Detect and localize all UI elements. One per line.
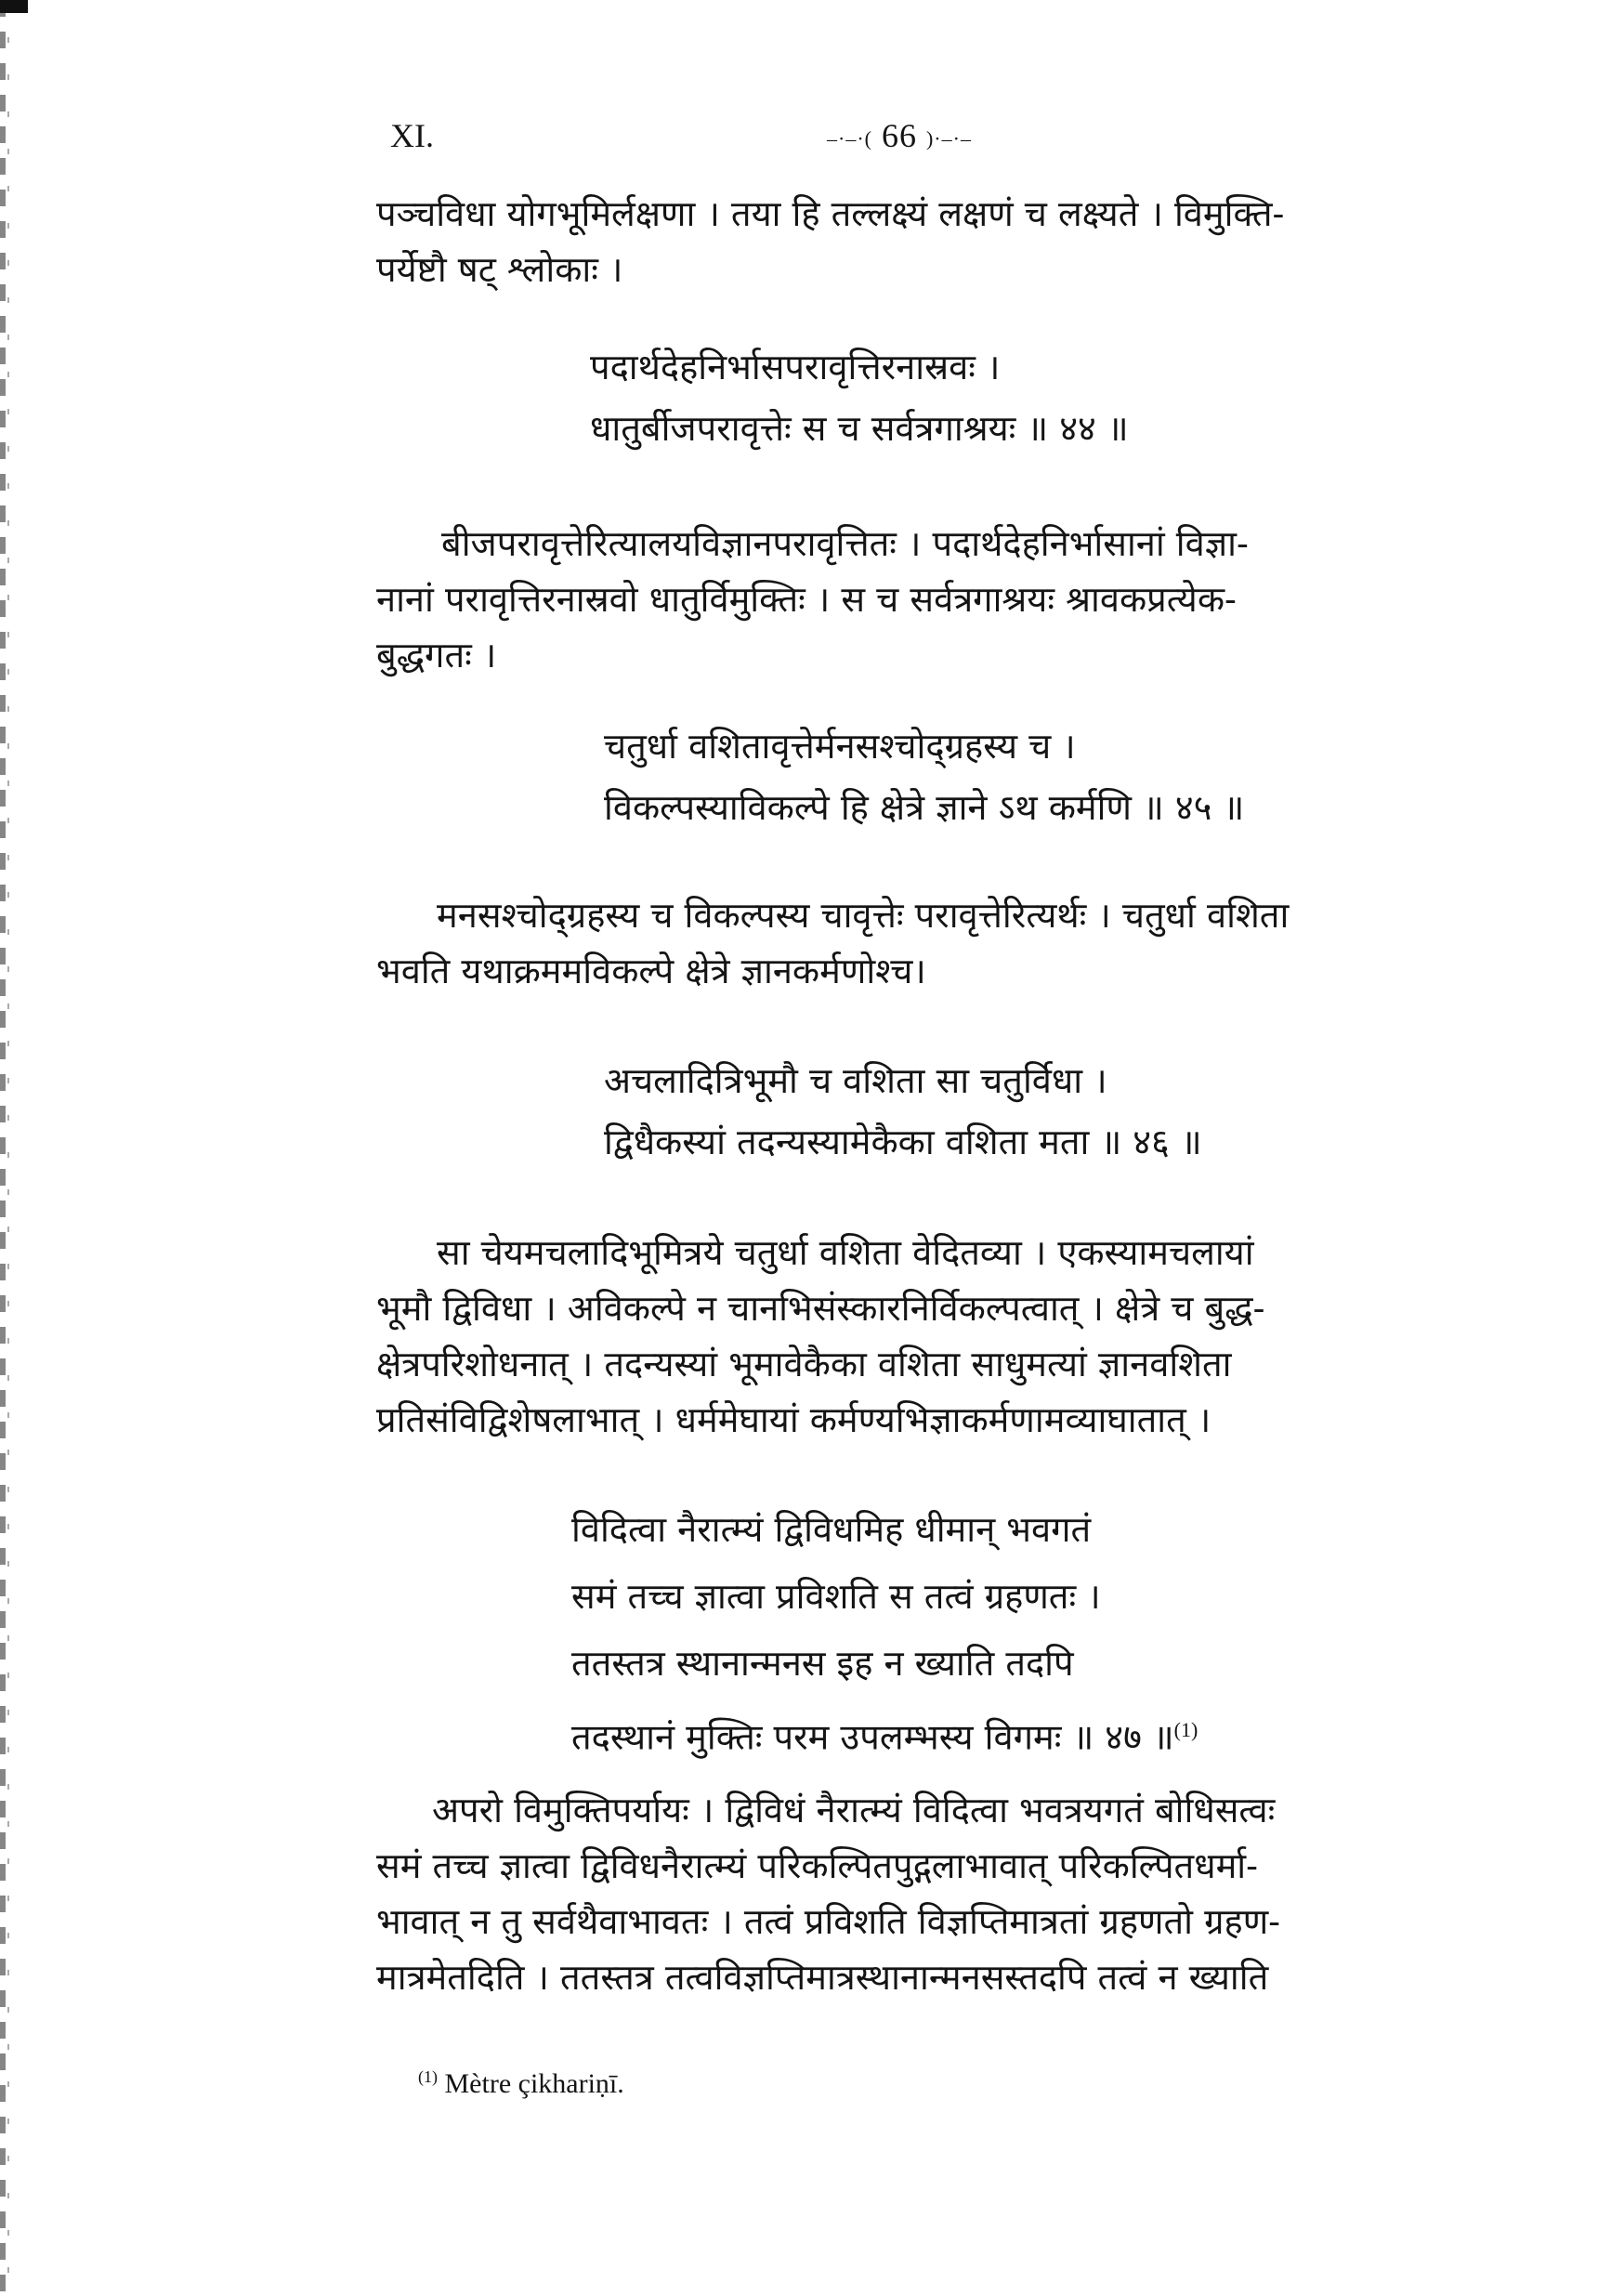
- verse-line: चतुर्धा वशितावृत्तेर्मनसश्चोद्ग्रहस्य च ।: [604, 726, 1076, 767]
- prose-paragraph: [376, 516, 1505, 683]
- text-line: प्रतिसंविद्विशेषलाभात् । धर्ममेघायां कर्मण्यभिज्ञाकर्मणामव्याघातात् ।: [376, 1399, 1211, 1440]
- chapter-number: XI.: [390, 117, 434, 154]
- ornament-right-icon: )·–·–: [925, 126, 972, 151]
- verse-line: समं तच्च ज्ञात्वा प्रविशति स तत्वं ग्रहणतः ।: [571, 1576, 1101, 1617]
- text-line: मनसश्चोद्ग्रहस्य च विकल्पस्य चावृत्तेः परावृत्तेरित्यर्थः । चतुर्धा वशिता: [437, 895, 1290, 936]
- text-line: भूमौ द्विविधा । अविकल्पे न चानभिसंस्कारनिर्विकल्पत्वात् । क्षेत्रे च बुद्ध-: [376, 1288, 1265, 1329]
- verse-46: [604, 1050, 1202, 1173]
- verse-45: [604, 715, 1244, 838]
- verse-line: अचलादित्रिभूमौ च वशिता सा चतुर्विधा ।: [604, 1060, 1107, 1101]
- verse-line: [571, 1697, 1198, 1771]
- text-line: समं तच्च ज्ञात्वा द्विविधनैरात्म्यं परिकल्पितपुद्गलाभावात् परिकल्पितधर्मा-: [376, 1845, 1258, 1886]
- verse-line: ततस्तत्र स्थानान्मनस इह न ख्याति तदपि: [571, 1643, 1074, 1684]
- binding-edge-marks: [7, 0, 9, 2296]
- text-line: सा चेयमचलादिभूमित्रये चतुर्धा वशिता वेदितव्या । एकस्यामचलायां: [437, 1232, 1254, 1273]
- prose-paragraph: [376, 186, 1505, 297]
- text-line: नानां परावृत्तिरनास्रवो धातुर्विमुक्तिः । स च सर्वत्रगाश्रयः श्रावकप्रत्येक-: [376, 579, 1237, 620]
- text-line: पञ्चविधा योगभूमिर्लक्षणा । तया हि तल्लक्ष्यं लक्षणं च लक्ष्यते । विमुक्ति-: [376, 193, 1285, 234]
- text-line: पर्येष्टौ षट् श्लोकाः ।: [376, 249, 623, 290]
- footnote-reference[interactable]: (1): [1173, 1718, 1198, 1741]
- verse-line-text: तदस्थानं मुक्तिः परम उपलम्भस्य विगमः ॥ ४७ ॥: [571, 1716, 1174, 1758]
- page-number-line: [827, 116, 972, 155]
- text-line: मात्रमेतदिति । ततस्तत्र तत्वविज्ञप्तिमात्रस्थानान्मनसस्तदपि तत्वं न ख्याति: [376, 1957, 1269, 1998]
- footnote-marker: (1): [418, 2067, 438, 2086]
- text-line: बुद्धगतः ।: [376, 635, 497, 676]
- verse-line: विदित्वा नैरात्म्यं द्विविधमिह धीमान् भवगतं: [571, 1509, 1092, 1550]
- binding-edge: [0, 0, 6, 2296]
- page-number: 66: [881, 117, 917, 154]
- verse-44: [590, 336, 1129, 459]
- verse-line: पदार्थदेहनिर्भासपरावृत्तिरनास्रवः ।: [590, 347, 1001, 387]
- corner-mark: [0, 0, 28, 13]
- verse-line: धातुर्बीजपरावृत्तेः स च सर्वत्रगाश्रयः ॥ ४४ ॥: [590, 408, 1129, 449]
- text-line: भावात् न तु सर्वथैवाभावतः । तत्वं प्रविशति विज्ञप्तिमात्रतां ग्रहणतो ग्रहण-: [376, 1901, 1281, 1942]
- page-header: [390, 116, 1505, 163]
- text-line: अपरो विमुक्तिपर्यायः । द्विविधं नैरात्म्यं विदित्वा भवत्रयगतं बोधिसत्वः: [432, 1790, 1276, 1830]
- verse-line: द्विधैकस्यां तदन्यस्यामेकैका वशिता मता ॥ ४६ ॥: [604, 1122, 1202, 1162]
- prose-paragraph: [376, 1225, 1505, 1448]
- ornament-left-icon: –·–·(: [827, 126, 872, 151]
- footnote: [418, 2067, 624, 2100]
- verse-47: [571, 1496, 1198, 1771]
- text-line: क्षेत्रपरिशोधनात् । तदन्यस्यां भूमावेकैका वशिता साधुमत्यां ज्ञानवशिता: [376, 1344, 1232, 1384]
- prose-paragraph: [376, 887, 1505, 999]
- text-line: बीजपरावृत्तेरित्यालयविज्ञानपरावृत्तितः । पदार्थदेहनिर्भासानां विज्ञा-: [441, 523, 1249, 564]
- prose-paragraph: [376, 1782, 1505, 2005]
- footnote-text: Mètre çikhariṇī.: [444, 2068, 624, 2099]
- text-line: भवति यथाक्रममविकल्पे क्षेत्रे ज्ञानकर्मणोश्च।: [376, 951, 926, 991]
- verse-line: विकल्पस्याविकल्पे हि क्षेत्रे ज्ञाने ऽथ कर्मणि ॥ ४५ ॥: [604, 787, 1245, 828]
